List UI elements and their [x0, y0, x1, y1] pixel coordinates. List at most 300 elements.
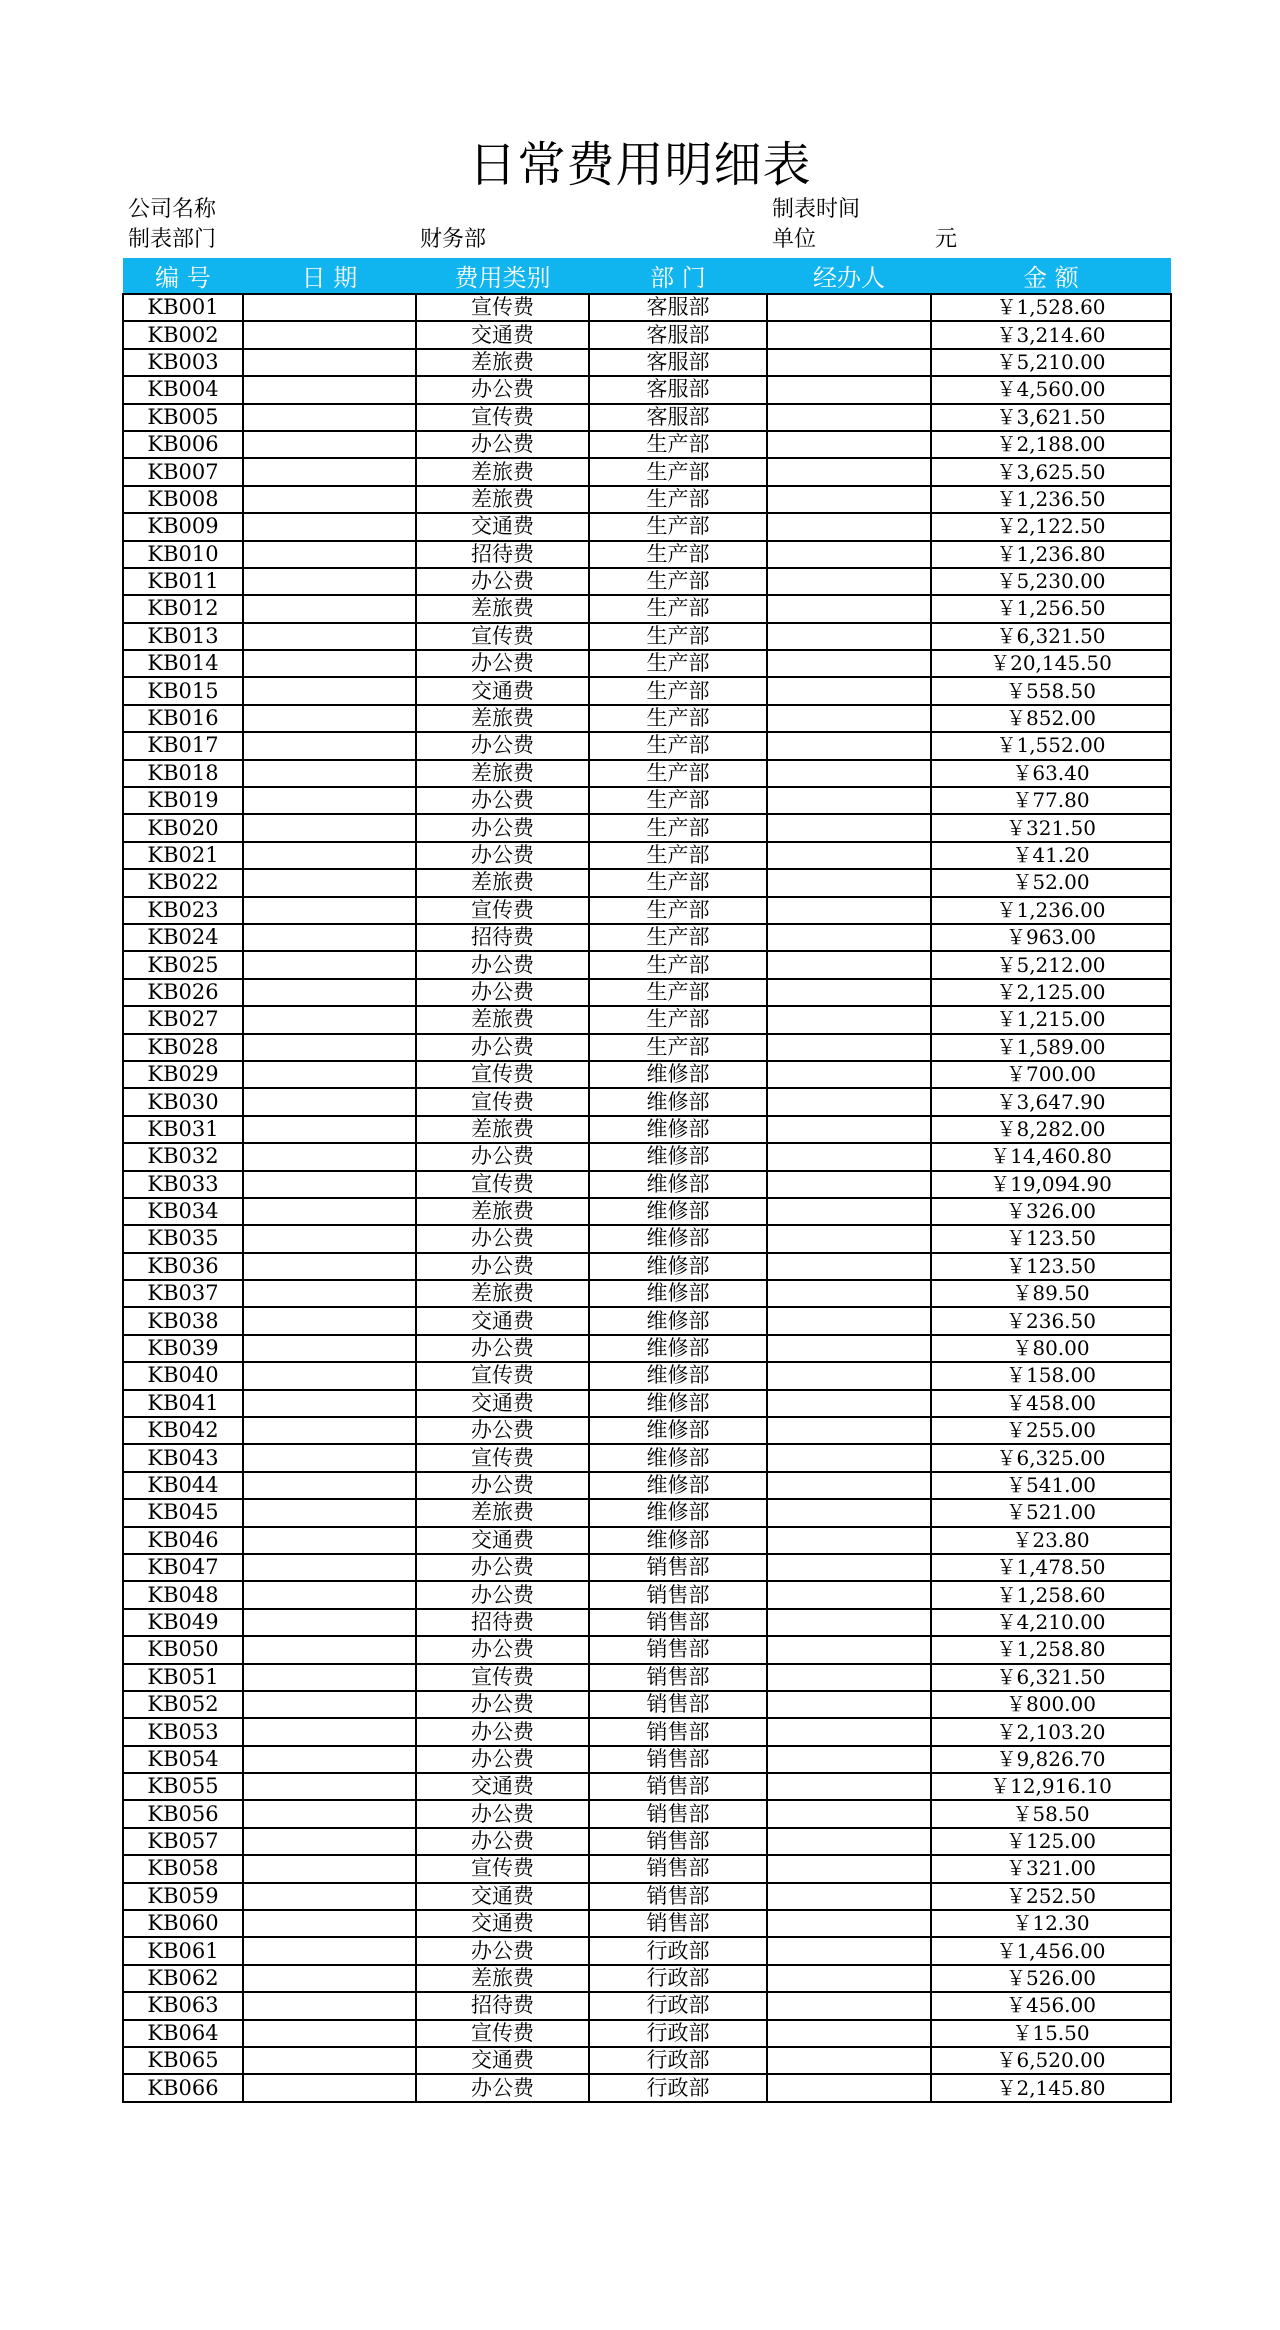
- id-cell[interactable]: KB025: [123, 951, 243, 978]
- id-cell[interactable]: KB018: [123, 760, 243, 787]
- id-cell[interactable]: KB065: [123, 2047, 243, 2074]
- id-cell[interactable]: KB031: [123, 1116, 243, 1143]
- handler-cell[interactable]: [767, 705, 931, 732]
- id-cell[interactable]: KB064: [123, 2020, 243, 2047]
- amount-cell[interactable]: ￥458.00: [931, 1390, 1171, 1417]
- date-cell[interactable]: [243, 1609, 416, 1636]
- dept-cell[interactable]: 维修部: [589, 1171, 767, 1198]
- id-cell[interactable]: KB027: [123, 1006, 243, 1033]
- date-cell[interactable]: [243, 869, 416, 896]
- handler-cell[interactable]: [767, 1855, 931, 1882]
- dept-cell[interactable]: 生产部: [589, 951, 767, 978]
- category-cell[interactable]: 差旅费: [416, 760, 589, 787]
- id-cell[interactable]: KB036: [123, 1253, 243, 1280]
- category-cell[interactable]: 办公费: [416, 951, 589, 978]
- id-cell[interactable]: KB022: [123, 869, 243, 896]
- handler-cell[interactable]: [767, 1609, 931, 1636]
- handler-cell[interactable]: [767, 486, 931, 513]
- category-cell[interactable]: 办公费: [416, 1800, 589, 1827]
- amount-cell[interactable]: ￥1,552.00: [931, 732, 1171, 759]
- date-cell[interactable]: [243, 1006, 416, 1033]
- category-cell[interactable]: 交通费: [416, 2047, 589, 2074]
- category-cell[interactable]: 办公费: [416, 650, 589, 677]
- category-cell[interactable]: 办公费: [416, 787, 589, 814]
- amount-cell[interactable]: ￥1,589.00: [931, 1034, 1171, 1061]
- date-cell[interactable]: [243, 1581, 416, 1608]
- date-cell[interactable]: [243, 1992, 416, 2019]
- date-cell[interactable]: [243, 1061, 416, 1088]
- dept-cell[interactable]: 销售部: [589, 1800, 767, 1827]
- amount-cell[interactable]: ￥9,826.70: [931, 1746, 1171, 1773]
- id-cell[interactable]: KB014: [123, 650, 243, 677]
- id-cell[interactable]: KB012: [123, 595, 243, 622]
- handler-cell[interactable]: [767, 869, 931, 896]
- category-cell[interactable]: 办公费: [416, 732, 589, 759]
- date-cell[interactable]: [243, 732, 416, 759]
- dept-cell[interactable]: 维修部: [589, 1527, 767, 1554]
- handler-cell[interactable]: [767, 1636, 931, 1663]
- category-cell[interactable]: 交通费: [416, 1910, 589, 1937]
- handler-cell[interactable]: [767, 1718, 931, 1745]
- id-cell[interactable]: KB038: [123, 1307, 243, 1334]
- handler-cell[interactable]: [767, 677, 931, 704]
- category-cell[interactable]: 交通费: [416, 1883, 589, 1910]
- dept-cell[interactable]: 行政部: [589, 1992, 767, 2019]
- category-cell[interactable]: 办公费: [416, 1143, 589, 1170]
- date-cell[interactable]: [243, 1225, 416, 1252]
- dept-cell[interactable]: 维修部: [589, 1253, 767, 1280]
- date-cell[interactable]: [243, 1088, 416, 1115]
- handler-cell[interactable]: [767, 1554, 931, 1581]
- handler-cell[interactable]: [767, 814, 931, 841]
- dept-cell[interactable]: 维修部: [589, 1225, 767, 1252]
- id-cell[interactable]: KB057: [123, 1828, 243, 1855]
- dept-cell[interactable]: 客服部: [589, 376, 767, 403]
- category-cell[interactable]: 宣传费: [416, 1664, 589, 1691]
- date-cell[interactable]: [243, 541, 416, 568]
- dept-cell[interactable]: 客服部: [589, 321, 767, 348]
- dept-cell[interactable]: 维修部: [589, 1307, 767, 1334]
- date-cell[interactable]: [243, 1855, 416, 1882]
- amount-cell[interactable]: ￥5,230.00: [931, 568, 1171, 595]
- amount-cell[interactable]: ￥1,236.00: [931, 897, 1171, 924]
- id-cell[interactable]: KB001: [123, 294, 243, 321]
- amount-cell[interactable]: ￥1,456.00: [931, 1937, 1171, 1964]
- handler-cell[interactable]: [767, 294, 931, 321]
- id-cell[interactable]: KB042: [123, 1417, 243, 1444]
- dept-cell[interactable]: 生产部: [589, 486, 767, 513]
- category-cell[interactable]: 办公费: [416, 1472, 589, 1499]
- date-cell[interactable]: [243, 705, 416, 732]
- dept-cell[interactable]: 生产部: [589, 787, 767, 814]
- id-cell[interactable]: KB056: [123, 1800, 243, 1827]
- date-cell[interactable]: [243, 1362, 416, 1389]
- category-cell[interactable]: 办公费: [416, 568, 589, 595]
- dept-cell[interactable]: 销售部: [589, 1581, 767, 1608]
- category-cell[interactable]: 宣传费: [416, 404, 589, 431]
- amount-cell[interactable]: ￥963.00: [931, 924, 1171, 951]
- id-cell[interactable]: KB041: [123, 1390, 243, 1417]
- category-cell[interactable]: 办公费: [416, 1828, 589, 1855]
- date-cell[interactable]: [243, 486, 416, 513]
- dept-cell[interactable]: 行政部: [589, 2074, 767, 2101]
- id-cell[interactable]: KB046: [123, 1527, 243, 1554]
- dept-cell[interactable]: 维修部: [589, 1198, 767, 1225]
- date-cell[interactable]: [243, 321, 416, 348]
- date-cell[interactable]: [243, 2074, 416, 2101]
- category-cell[interactable]: 宣传费: [416, 294, 589, 321]
- category-cell[interactable]: 办公费: [416, 376, 589, 403]
- id-cell[interactable]: KB010: [123, 541, 243, 568]
- category-cell[interactable]: 办公费: [416, 979, 589, 1006]
- category-cell[interactable]: 办公费: [416, 1034, 589, 1061]
- dept-cell[interactable]: 维修部: [589, 1335, 767, 1362]
- amount-cell[interactable]: ￥52.00: [931, 869, 1171, 896]
- category-cell[interactable]: 宣传费: [416, 1444, 589, 1471]
- dept-cell[interactable]: 销售部: [589, 1636, 767, 1663]
- amount-cell[interactable]: ￥1,258.60: [931, 1581, 1171, 1608]
- category-cell[interactable]: 宣传费: [416, 897, 589, 924]
- dept-cell[interactable]: 销售部: [589, 1718, 767, 1745]
- date-cell[interactable]: [243, 513, 416, 540]
- dept-cell[interactable]: 销售部: [589, 1773, 767, 1800]
- dept-cell[interactable]: 客服部: [589, 404, 767, 431]
- id-cell[interactable]: KB023: [123, 897, 243, 924]
- handler-cell[interactable]: [767, 1116, 931, 1143]
- dept-cell[interactable]: 生产部: [589, 814, 767, 841]
- category-cell[interactable]: 办公费: [416, 842, 589, 869]
- id-cell[interactable]: KB004: [123, 376, 243, 403]
- amount-cell[interactable]: ￥456.00: [931, 1992, 1171, 2019]
- category-cell[interactable]: 宣传费: [416, 623, 589, 650]
- amount-cell[interactable]: ￥3,625.50: [931, 458, 1171, 485]
- handler-cell[interactable]: [767, 1088, 931, 1115]
- handler-cell[interactable]: [767, 1280, 931, 1307]
- id-cell[interactable]: KB044: [123, 1472, 243, 1499]
- handler-cell[interactable]: [767, 1143, 931, 1170]
- dept-cell[interactable]: 销售部: [589, 1609, 767, 1636]
- date-cell[interactable]: [243, 924, 416, 951]
- id-cell[interactable]: KB016: [123, 705, 243, 732]
- amount-cell[interactable]: ￥6,321.50: [931, 1664, 1171, 1691]
- amount-cell[interactable]: ￥526.00: [931, 1965, 1171, 1992]
- handler-cell[interactable]: [767, 732, 931, 759]
- amount-cell[interactable]: ￥1,215.00: [931, 1006, 1171, 1033]
- date-cell[interactable]: [243, 1417, 416, 1444]
- amount-cell[interactable]: ￥58.50: [931, 1800, 1171, 1827]
- dept-cell[interactable]: 生产部: [589, 623, 767, 650]
- id-cell[interactable]: KB006: [123, 431, 243, 458]
- amount-cell[interactable]: ￥321.50: [931, 814, 1171, 841]
- date-cell[interactable]: [243, 1472, 416, 1499]
- handler-cell[interactable]: [767, 1253, 931, 1280]
- date-cell[interactable]: [243, 349, 416, 376]
- dept-cell[interactable]: 生产部: [589, 1034, 767, 1061]
- category-cell[interactable]: 差旅费: [416, 1499, 589, 1526]
- amount-cell[interactable]: ￥1,236.80: [931, 541, 1171, 568]
- handler-cell[interactable]: [767, 2020, 931, 2047]
- amount-cell[interactable]: ￥8,282.00: [931, 1116, 1171, 1143]
- handler-cell[interactable]: [767, 1691, 931, 1718]
- handler-cell[interactable]: [767, 1362, 931, 1389]
- category-cell[interactable]: 差旅费: [416, 1006, 589, 1033]
- handler-cell[interactable]: [767, 1034, 931, 1061]
- amount-cell[interactable]: ￥2,103.20: [931, 1718, 1171, 1745]
- handler-cell[interactable]: [767, 1061, 931, 1088]
- amount-cell[interactable]: ￥800.00: [931, 1691, 1171, 1718]
- category-cell[interactable]: 办公费: [416, 1554, 589, 1581]
- id-cell[interactable]: KB034: [123, 1198, 243, 1225]
- category-cell[interactable]: 差旅费: [416, 705, 589, 732]
- category-cell[interactable]: 办公费: [416, 1937, 589, 1964]
- amount-cell[interactable]: ￥252.50: [931, 1883, 1171, 1910]
- category-cell[interactable]: 交通费: [416, 677, 589, 704]
- handler-cell[interactable]: [767, 1527, 931, 1554]
- amount-cell[interactable]: ￥80.00: [931, 1335, 1171, 1362]
- date-cell[interactable]: [243, 1910, 416, 1937]
- id-cell[interactable]: KB008: [123, 486, 243, 513]
- amount-cell[interactable]: ￥1,528.60: [931, 294, 1171, 321]
- handler-cell[interactable]: [767, 513, 931, 540]
- id-cell[interactable]: KB005: [123, 404, 243, 431]
- dept-cell[interactable]: 生产部: [589, 732, 767, 759]
- category-cell[interactable]: 办公费: [416, 1581, 589, 1608]
- id-cell[interactable]: KB026: [123, 979, 243, 1006]
- category-cell[interactable]: 宣传费: [416, 1088, 589, 1115]
- category-cell[interactable]: 办公费: [416, 431, 589, 458]
- amount-cell[interactable]: ￥12.30: [931, 1910, 1171, 1937]
- date-cell[interactable]: [243, 1883, 416, 1910]
- category-cell[interactable]: 差旅费: [416, 869, 589, 896]
- category-cell[interactable]: 差旅费: [416, 349, 589, 376]
- date-cell[interactable]: [243, 1746, 416, 1773]
- amount-cell[interactable]: ￥3,621.50: [931, 404, 1171, 431]
- date-cell[interactable]: [243, 814, 416, 841]
- amount-cell[interactable]: ￥123.50: [931, 1253, 1171, 1280]
- date-cell[interactable]: [243, 1253, 416, 1280]
- category-cell[interactable]: 办公费: [416, 814, 589, 841]
- date-cell[interactable]: [243, 1965, 416, 1992]
- date-cell[interactable]: [243, 1034, 416, 1061]
- id-cell[interactable]: KB039: [123, 1335, 243, 1362]
- dept-cell[interactable]: 销售部: [589, 1691, 767, 1718]
- id-cell[interactable]: KB055: [123, 1773, 243, 1800]
- id-cell[interactable]: KB002: [123, 321, 243, 348]
- handler-cell[interactable]: [767, 1883, 931, 1910]
- dept-cell[interactable]: 生产部: [589, 677, 767, 704]
- amount-cell[interactable]: ￥236.50: [931, 1307, 1171, 1334]
- category-cell[interactable]: 宣传费: [416, 1362, 589, 1389]
- id-cell[interactable]: KB066: [123, 2074, 243, 2101]
- handler-cell[interactable]: [767, 1307, 931, 1334]
- date-cell[interactable]: [243, 1800, 416, 1827]
- dept-cell[interactable]: 销售部: [589, 1910, 767, 1937]
- date-cell[interactable]: [243, 1280, 416, 1307]
- dept-cell[interactable]: 生产部: [589, 869, 767, 896]
- id-cell[interactable]: KB061: [123, 1937, 243, 1964]
- dept-cell[interactable]: 销售部: [589, 1883, 767, 1910]
- amount-cell[interactable]: ￥521.00: [931, 1499, 1171, 1526]
- dept-cell[interactable]: 维修部: [589, 1390, 767, 1417]
- dept-cell[interactable]: 生产部: [589, 458, 767, 485]
- id-cell[interactable]: KB028: [123, 1034, 243, 1061]
- date-cell[interactable]: [243, 1554, 416, 1581]
- date-cell[interactable]: [243, 458, 416, 485]
- amount-cell[interactable]: ￥6,325.00: [931, 1444, 1171, 1471]
- date-cell[interactable]: [243, 1718, 416, 1745]
- dept-cell[interactable]: 销售部: [589, 1554, 767, 1581]
- amount-cell[interactable]: ￥3,647.90: [931, 1088, 1171, 1115]
- date-cell[interactable]: [243, 951, 416, 978]
- amount-cell[interactable]: ￥12,916.10: [931, 1773, 1171, 1800]
- amount-cell[interactable]: ￥4,210.00: [931, 1609, 1171, 1636]
- dept-cell[interactable]: 客服部: [589, 349, 767, 376]
- id-cell[interactable]: KB013: [123, 623, 243, 650]
- id-cell[interactable]: KB030: [123, 1088, 243, 1115]
- amount-cell[interactable]: ￥2,145.80: [931, 2074, 1171, 2101]
- amount-cell[interactable]: ￥6,321.50: [931, 623, 1171, 650]
- category-cell[interactable]: 办公费: [416, 2074, 589, 2101]
- amount-cell[interactable]: ￥15.50: [931, 2020, 1171, 2047]
- category-cell[interactable]: 交通费: [416, 513, 589, 540]
- date-cell[interactable]: [243, 294, 416, 321]
- amount-cell[interactable]: ￥1,478.50: [931, 1554, 1171, 1581]
- id-cell[interactable]: KB048: [123, 1581, 243, 1608]
- amount-cell[interactable]: ￥63.40: [931, 760, 1171, 787]
- date-cell[interactable]: [243, 677, 416, 704]
- category-cell[interactable]: 宣传费: [416, 1855, 589, 1882]
- date-cell[interactable]: [243, 1527, 416, 1554]
- date-cell[interactable]: [243, 1171, 416, 1198]
- dept-cell[interactable]: 行政部: [589, 1965, 767, 1992]
- handler-cell[interactable]: [767, 787, 931, 814]
- dept-cell[interactable]: 生产部: [589, 650, 767, 677]
- id-cell[interactable]: KB054: [123, 1746, 243, 1773]
- date-cell[interactable]: [243, 2047, 416, 2074]
- dept-cell[interactable]: 行政部: [589, 1937, 767, 1964]
- id-cell[interactable]: KB021: [123, 842, 243, 869]
- category-cell[interactable]: 办公费: [416, 1417, 589, 1444]
- amount-cell[interactable]: ￥558.50: [931, 677, 1171, 704]
- category-cell[interactable]: 差旅费: [416, 1116, 589, 1143]
- handler-cell[interactable]: [767, 1773, 931, 1800]
- handler-cell[interactable]: [767, 431, 931, 458]
- amount-cell[interactable]: ￥2,188.00: [931, 431, 1171, 458]
- date-cell[interactable]: [243, 760, 416, 787]
- dept-cell[interactable]: 生产部: [589, 541, 767, 568]
- id-cell[interactable]: KB033: [123, 1171, 243, 1198]
- amount-cell[interactable]: ￥4,560.00: [931, 376, 1171, 403]
- date-cell[interactable]: [243, 842, 416, 869]
- date-cell[interactable]: [243, 1198, 416, 1225]
- dept-cell[interactable]: 生产部: [589, 979, 767, 1006]
- id-cell[interactable]: KB032: [123, 1143, 243, 1170]
- amount-cell[interactable]: ￥326.00: [931, 1198, 1171, 1225]
- handler-cell[interactable]: [767, 458, 931, 485]
- dept-cell[interactable]: 生产部: [589, 431, 767, 458]
- handler-cell[interactable]: [767, 979, 931, 1006]
- dept-cell[interactable]: 销售部: [589, 1746, 767, 1773]
- dept-cell[interactable]: 生产部: [589, 760, 767, 787]
- dept-cell[interactable]: 维修部: [589, 1280, 767, 1307]
- date-cell[interactable]: [243, 568, 416, 595]
- category-cell[interactable]: 招待费: [416, 1992, 589, 2019]
- id-cell[interactable]: KB040: [123, 1362, 243, 1389]
- id-cell[interactable]: KB035: [123, 1225, 243, 1252]
- id-cell[interactable]: KB037: [123, 1280, 243, 1307]
- id-cell[interactable]: KB015: [123, 677, 243, 704]
- id-cell[interactable]: KB049: [123, 1609, 243, 1636]
- category-cell[interactable]: 招待费: [416, 541, 589, 568]
- dept-cell[interactable]: 销售部: [589, 1664, 767, 1691]
- handler-cell[interactable]: [767, 760, 931, 787]
- category-cell[interactable]: 差旅费: [416, 458, 589, 485]
- date-cell[interactable]: [243, 1444, 416, 1471]
- amount-cell[interactable]: ￥23.80: [931, 1527, 1171, 1554]
- dept-cell[interactable]: 生产部: [589, 705, 767, 732]
- dept-cell[interactable]: 销售部: [589, 1855, 767, 1882]
- category-cell[interactable]: 宣传费: [416, 1171, 589, 1198]
- date-cell[interactable]: [243, 650, 416, 677]
- date-cell[interactable]: [243, 595, 416, 622]
- dept-cell[interactable]: 生产部: [589, 897, 767, 924]
- handler-cell[interactable]: [767, 1225, 931, 1252]
- handler-cell[interactable]: [767, 842, 931, 869]
- category-cell[interactable]: 差旅费: [416, 486, 589, 513]
- category-cell[interactable]: 差旅费: [416, 1965, 589, 1992]
- handler-cell[interactable]: [767, 404, 931, 431]
- dept-cell[interactable]: 维修部: [589, 1444, 767, 1471]
- amount-cell[interactable]: ￥125.00: [931, 1828, 1171, 1855]
- amount-cell[interactable]: ￥158.00: [931, 1362, 1171, 1389]
- dept-cell[interactable]: 行政部: [589, 2020, 767, 2047]
- category-cell[interactable]: 办公费: [416, 1691, 589, 1718]
- amount-cell[interactable]: ￥1,256.50: [931, 595, 1171, 622]
- dept-cell[interactable]: 生产部: [589, 924, 767, 951]
- handler-cell[interactable]: [767, 541, 931, 568]
- date-cell[interactable]: [243, 1116, 416, 1143]
- id-cell[interactable]: KB050: [123, 1636, 243, 1663]
- id-cell[interactable]: KB047: [123, 1554, 243, 1581]
- handler-cell[interactable]: [767, 951, 931, 978]
- date-cell[interactable]: [243, 979, 416, 1006]
- handler-cell[interactable]: [767, 1390, 931, 1417]
- handler-cell[interactable]: [767, 321, 931, 348]
- handler-cell[interactable]: [767, 1937, 931, 1964]
- amount-cell[interactable]: ￥41.20: [931, 842, 1171, 869]
- id-cell[interactable]: KB045: [123, 1499, 243, 1526]
- dept-cell[interactable]: 生产部: [589, 842, 767, 869]
- handler-cell[interactable]: [767, 1828, 931, 1855]
- handler-cell[interactable]: [767, 1472, 931, 1499]
- amount-cell[interactable]: ￥700.00: [931, 1061, 1171, 1088]
- amount-cell[interactable]: ￥5,210.00: [931, 349, 1171, 376]
- handler-cell[interactable]: [767, 1198, 931, 1225]
- dept-cell[interactable]: 行政部: [589, 2047, 767, 2074]
- date-cell[interactable]: [243, 787, 416, 814]
- date-cell[interactable]: [243, 1636, 416, 1663]
- amount-cell[interactable]: ￥1,258.80: [931, 1636, 1171, 1663]
- date-cell[interactable]: [243, 1937, 416, 1964]
- handler-cell[interactable]: [767, 1992, 931, 2019]
- amount-cell[interactable]: ￥852.00: [931, 705, 1171, 732]
- dept-cell[interactable]: 维修部: [589, 1499, 767, 1526]
- handler-cell[interactable]: [767, 2074, 931, 2101]
- id-cell[interactable]: KB009: [123, 513, 243, 540]
- id-cell[interactable]: KB051: [123, 1664, 243, 1691]
- amount-cell[interactable]: ￥541.00: [931, 1472, 1171, 1499]
- date-cell[interactable]: [243, 404, 416, 431]
